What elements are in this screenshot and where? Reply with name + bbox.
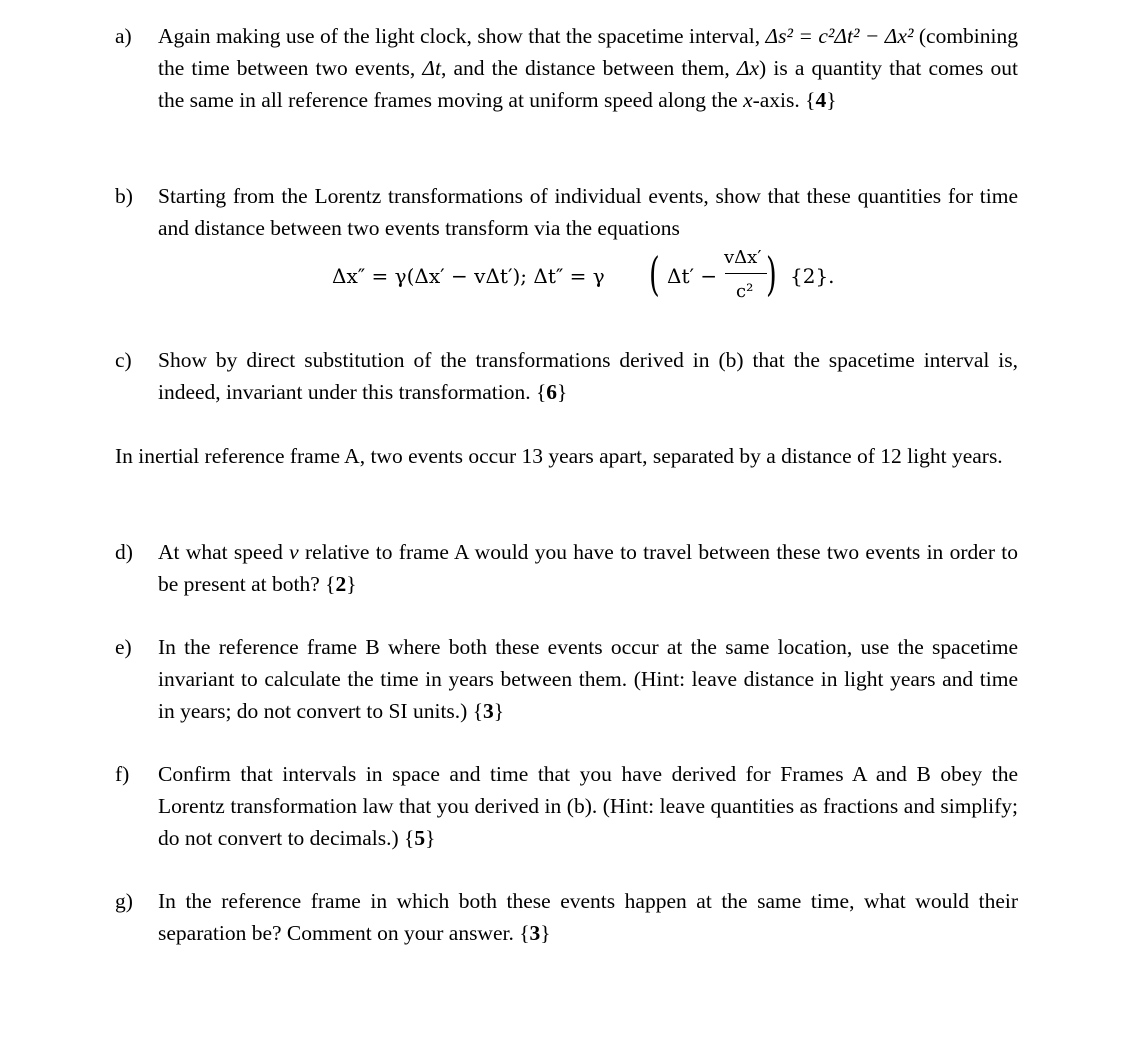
question-a bbox=[115, 20, 1018, 116]
question-label: f) bbox=[115, 762, 130, 786]
question-d bbox=[115, 536, 1018, 600]
equation-left: Δx″ = γ(Δx′ − vΔt′); Δt″ = γ bbox=[332, 264, 605, 288]
scenario-paragraph: In inertial reference frame A, two events occur 13 years apart, separated by a distance of 12 light years. bbox=[115, 444, 1003, 468]
question-text: Again making use of the light clock, show that the spacetime interval, Δs² = c²Δt² − Δx² (combining the time between two events, Δt, and the distance between them, Δx) is a quantity that comes out the same in all reference frames moving at uniform speed along the x-axis. {4} bbox=[158, 24, 1018, 112]
question-g bbox=[115, 885, 1018, 949]
question-c bbox=[115, 344, 1018, 408]
question-f bbox=[115, 758, 1018, 854]
question-label: d) bbox=[115, 540, 133, 564]
question-label: g) bbox=[115, 889, 133, 913]
question-text: Confirm that intervals in space and time that you have derived for Frames A and B obey the Lorentz transformation law that you derived in (b). (Hint: leave quantities as fractions and simplify; do not convert to decimals.) {5} bbox=[158, 762, 1018, 850]
equation-denominator: c² bbox=[736, 281, 754, 302]
question-b bbox=[115, 180, 1018, 244]
open-paren: ( bbox=[649, 247, 660, 301]
question-text: Show by direct substitution of the transformations derived in (b) that the spacetime interval is, indeed, invariant under this transformation. {6} bbox=[158, 348, 1018, 404]
equation-inner: Δt′ − bbox=[667, 264, 718, 288]
question-label: c) bbox=[115, 348, 132, 372]
question-label: e) bbox=[115, 635, 132, 659]
question-text: In the reference frame B where both these events occur at the same location, use the spacetime invariant to calculate the time in years between them. (Hint: leave distance in light years and time in years; do not convert to SI units.) {3} bbox=[158, 635, 1018, 723]
fraction-bar bbox=[725, 273, 767, 274]
question-text: In the reference frame in which both these events happen at the same time, what would their separation be? Comment on your answer. {3} bbox=[158, 889, 1018, 945]
equation-numerator: vΔx′ bbox=[724, 247, 762, 268]
equation-marks: {2}. bbox=[790, 264, 835, 288]
question-e bbox=[115, 631, 1018, 727]
question-label: a) bbox=[115, 24, 132, 48]
question-text: At what speed v relative to frame A would you have to travel between these two events in order to be present at both? {2} bbox=[158, 540, 1018, 596]
lorentz-interval-equation bbox=[332, 246, 892, 306]
question-label: b) bbox=[115, 184, 133, 208]
question-text: Starting from the Lorentz transformations of individual events, show that these quantities for time and distance between two events transform via the equations bbox=[158, 184, 1018, 240]
close-paren: ) bbox=[766, 247, 777, 301]
